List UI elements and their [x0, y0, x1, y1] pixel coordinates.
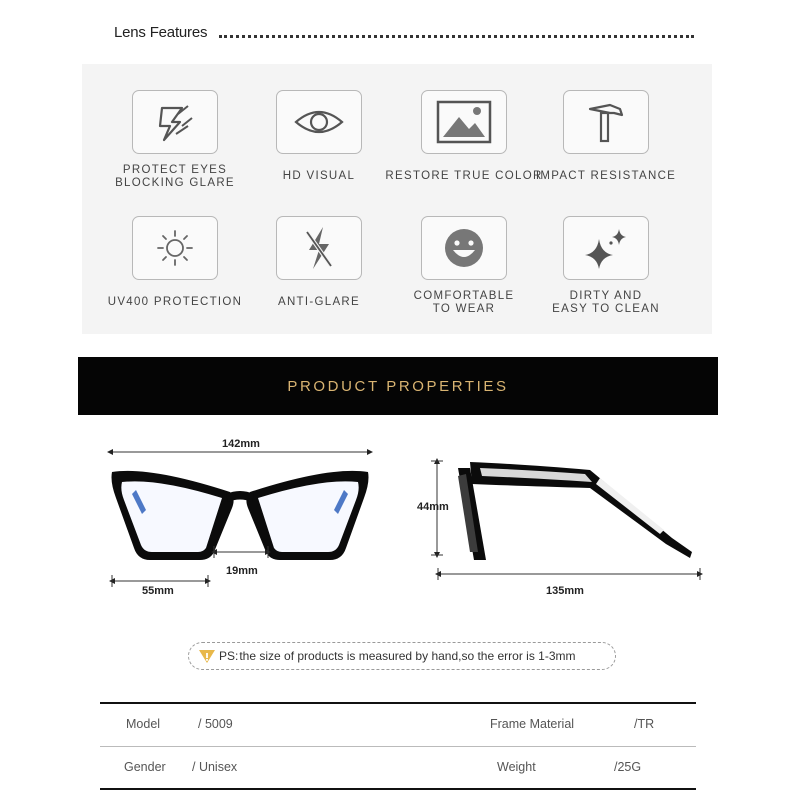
feature-uv400 [95, 216, 255, 309]
product-properties-banner [78, 357, 718, 415]
banner-title: PRODUCT PROPERTIES [287, 377, 509, 395]
feature-hd-visual [239, 90, 399, 183]
model-value: / 5009 [198, 717, 233, 731]
eye-icon [292, 104, 346, 140]
dimension-drawing [0, 420, 800, 620]
feature-true-color [384, 90, 544, 183]
feature-label: COMFORTABLE TO WEAR [413, 290, 515, 315]
temple-length-line [438, 568, 700, 580]
sun-icon [155, 228, 195, 268]
feature-icon-box [132, 216, 218, 280]
gender-value: / Unisex [192, 760, 238, 774]
feature-icon-box [563, 90, 649, 154]
feature-label: UV400 PROTECTION [107, 296, 243, 308]
feature-label: IMPACT RESISTANCE [535, 170, 677, 182]
lens-height-label: 44mm [417, 501, 449, 513]
lightning-shield-icon [152, 100, 198, 144]
sparkle-icon [581, 225, 631, 271]
feature-impact [526, 90, 686, 183]
feature-label: RESTORE TRUE COLOR [385, 170, 543, 182]
feature-protect-eyes [95, 90, 255, 190]
feature-icon-box [563, 216, 649, 280]
glasses-front-view [112, 471, 369, 560]
model-label: Model [126, 717, 161, 731]
bridge-label: 19mm [226, 565, 258, 577]
dotted-divider [219, 30, 694, 38]
spec-top-rule [100, 702, 696, 704]
temple-length-label: 135mm [546, 585, 584, 597]
bridge-line [214, 546, 268, 558]
feature-icon-box [421, 216, 507, 280]
feature-icon-box [276, 90, 362, 154]
feature-label: ANTI-GLARE [277, 296, 360, 308]
feature-label: PROTECT EYES BLOCKING GLARE [115, 164, 235, 189]
feature-icon-box [276, 216, 362, 280]
lens-features-title: Lens Features [114, 23, 208, 41]
gender-label: Gender [124, 760, 166, 774]
feature-label: HD VISUAL [282, 170, 356, 182]
frame-width-label: 142mm [222, 438, 260, 450]
dimension-diagrams [0, 420, 800, 620]
note-prefix: PS: [219, 649, 239, 663]
feature-comfortable [384, 216, 544, 316]
feature-icon-box [421, 90, 507, 154]
feature-anti-glare [239, 216, 399, 309]
glasses-side-view [458, 462, 692, 560]
smiley-icon [442, 226, 486, 270]
weight-label: Weight [497, 760, 536, 774]
feature-easy-clean [526, 216, 686, 316]
note-text: the size of products is measured by hand,so the error is 1-3mm [239, 649, 576, 663]
material-label: Frame Material [490, 717, 575, 731]
feature-label: DIRTY AND EASY TO CLEAN [552, 290, 660, 315]
picture-icon [435, 99, 493, 145]
hammer-icon [586, 99, 626, 145]
spec-middle-rule [100, 746, 696, 747]
measurement-note [188, 642, 616, 670]
features-panel [82, 64, 712, 334]
slashed-lightning-icon [299, 224, 339, 272]
weight-value: /25G [614, 760, 642, 774]
lens-width-label: 55mm [142, 585, 174, 597]
material-value: /TR [634, 717, 655, 731]
lens-features-header [114, 20, 694, 44]
warning-triangle-icon [197, 646, 217, 666]
feature-icon-box [132, 90, 218, 154]
spec-bottom-rule [100, 788, 696, 790]
